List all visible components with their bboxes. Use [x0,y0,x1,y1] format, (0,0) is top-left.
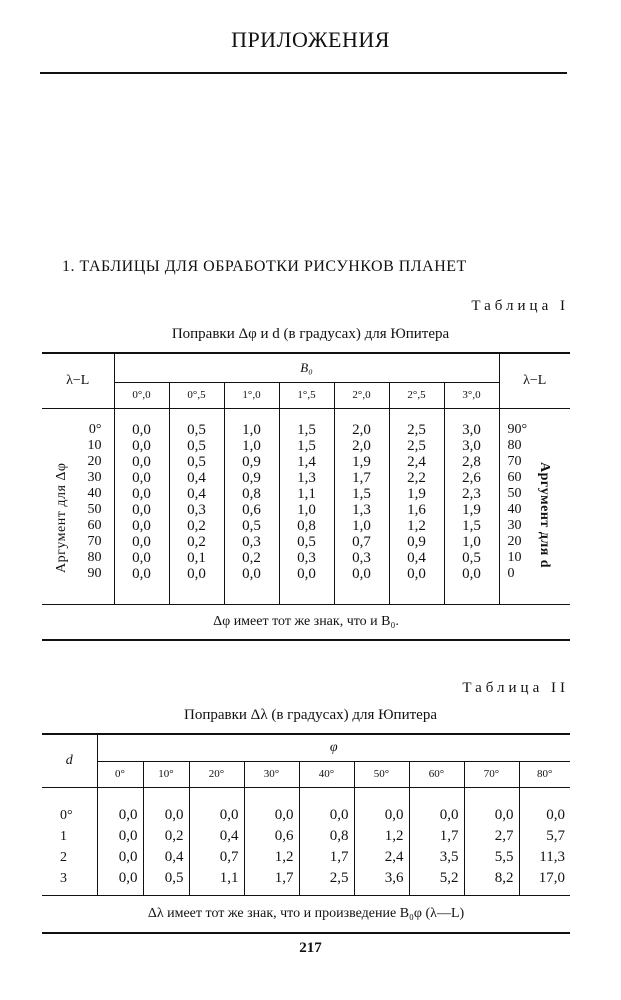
table2-cell: 1,2 [354,826,409,847]
table2-cell: 2,4 [354,847,409,868]
table1-cell: 0,7 [334,534,389,550]
table2-row [42,847,570,868]
table1-row [42,566,570,582]
table1-cell: 0,9 [224,454,279,470]
table1-cell: 0,0 [132,518,151,534]
table1-cell: 3,0 [444,422,499,438]
table2-cell: 0,0 [118,807,138,823]
table1-cell: 0,5 [444,550,499,566]
table1-cell: 0,3 [224,534,279,550]
table1-cell: 0,3 [279,550,334,566]
table2-cell: 0,0 [118,870,138,886]
table1-label: Таблица I [471,298,569,314]
table1-cell: 0,8 [224,486,279,502]
table2-arg: 3 [42,868,97,889]
table1-cell: 1,1 [279,486,334,502]
table2-row [42,805,570,826]
table2-column-header: 80° [519,761,570,787]
table1-cell: 0,2 [224,550,279,566]
table1-arg-right: 50 [499,486,570,502]
table1 [42,352,570,641]
page-header: ПРИЛОЖЕНИЯ [231,27,390,52]
table2-cell: 1,7 [409,826,464,847]
table2-cell: 11,3 [519,847,570,868]
table1-cell: 0,8 [279,518,334,534]
table2-cell: 1,2 [244,847,299,868]
table1-row [42,486,570,502]
table1-column-header: 1°,5 [279,382,334,408]
table1-cell: 0,4 [169,486,224,502]
table1-arg-left: 60 [42,518,114,534]
table1-cell: 0,0 [132,422,151,438]
table2-title: Поправки Δλ (в градусах) для Юпитера [184,707,437,723]
section-title: 1. ТАБЛИЦЫ ДЛЯ ОБРАБОТКИ РИСУНКОВ ПЛАНЕТ [62,258,467,275]
table1-cell: 1,2 [389,518,444,534]
table2-cell: 0,7 [189,847,244,868]
table1-arg-right: 70 [499,454,570,470]
table2-cell: 0,0 [464,805,519,826]
table1-arg-left: 0° [42,422,114,438]
table2-cell: 8,2 [464,868,519,889]
table1-cell: 2,6 [444,470,499,486]
table2-group-header: φ [97,734,570,761]
table2 [42,733,570,934]
table2-column-header: 20° [189,761,244,787]
table1-cell: 0,0 [132,454,151,470]
table2-column-header: 60° [409,761,464,787]
table1-arg-right: 40 [499,502,570,518]
table2-cell: 0,0 [118,849,138,865]
table1-cell: 0,0 [279,566,334,582]
table2-cell: 1,1 [189,868,244,889]
table1-cell: 2,2 [389,470,444,486]
table1-right-axis-label: Аргумент для d [537,461,552,569]
table2-cell: 5,2 [409,868,464,889]
table1-footnote: Δφ имеет тот же знак, что и B₀. [42,604,570,640]
table1-cell: 1,5 [444,518,499,534]
table1-cell: 0,0 [334,566,389,582]
table1-title: Поправки Δφ и d (в градусах) для Юпитера [171,326,450,342]
table2-cell: 3,6 [354,868,409,889]
table2-corner: d [42,734,97,787]
table2-column-header: 70° [464,761,519,787]
table1-cell: 1,9 [444,502,499,518]
table1-cell: 2,8 [444,454,499,470]
table1-column-header: 3°,0 [444,382,499,408]
table1-column-header: 2°,5 [389,382,444,408]
table1-cell: 2,0 [334,438,389,454]
table2-cell: 0,4 [143,847,189,868]
table2-footnote: Δλ имеет тот же знак, что и произведение B₀φ (λ—L) [42,895,570,933]
table1-cell: 0,0 [132,438,151,454]
table1-cell: 1,0 [224,422,279,438]
table2-column-header: 10° [143,761,189,787]
table1-arg-right: 60 [499,470,570,486]
table1-cell: 1,7 [334,470,389,486]
table2-cell: 0,6 [244,826,299,847]
table1-cell: 0,0 [132,486,151,502]
table1-cell: 0,0 [132,550,151,566]
table1-cell: 0,2 [169,534,224,550]
table1-arg-right: 80 [499,438,570,454]
table1-cell: 0,5 [279,534,334,550]
table1-arg-right: 0 [499,566,570,582]
table2-cell: 2,5 [299,868,354,889]
table1-cell: 0,0 [132,534,151,550]
table1-cell: 1,0 [444,534,499,550]
table1-cell: 0,1 [169,550,224,566]
table1-corner-left: λ−L [42,353,114,408]
table1-arg-right: 90° [499,422,570,438]
table1-cell: 2,3 [444,486,499,502]
table1-arg-left: 50 [42,502,114,518]
table1-cell: 2,0 [334,422,389,438]
table1-cell: 0,0 [169,566,224,582]
table1-arg-left: 20 [42,454,114,470]
table1-corner-right: λ−L [499,353,570,408]
table1-cell: 1,4 [279,454,334,470]
table2-cell: 3,5 [409,847,464,868]
table1-cell: 1,0 [224,438,279,454]
table1-cell: 1,0 [279,502,334,518]
table2-column-header: 40° [299,761,354,787]
table1-row [42,550,570,566]
table2-cell: 0,0 [299,805,354,826]
table1-row [42,438,570,454]
table1-arg-left: 80 [42,550,114,566]
table1-cell: 0,5 [169,454,224,470]
table1-cell: 1,6 [389,502,444,518]
table1-cell: 1,3 [279,470,334,486]
table1-column-header: 1°,0 [224,382,279,408]
table1-cell: 0,0 [444,566,499,582]
table1-arg-left: 30 [42,470,114,486]
table1-arg-left: 90 [42,566,114,582]
table1-arg-right: 10 [499,550,570,566]
table2-cell: 17,0 [519,868,570,889]
table2-cell: 5,7 [519,826,570,847]
table1-cell: 2,4 [389,454,444,470]
table1-group-header: B₀ [114,353,499,382]
table1-column-header: 0°,0 [114,382,169,408]
table1-cell: 0,0 [132,502,151,518]
table1-cell: 0,3 [334,550,389,566]
table1-row [42,518,570,534]
table1-cell: 0,5 [224,518,279,534]
table2-cell: 1,7 [244,868,299,889]
table1-cell: 1,9 [389,486,444,502]
table2-cell: 0,2 [143,826,189,847]
table1-cell: 1,5 [279,438,334,454]
table1-arg-left: 40 [42,486,114,502]
table1-cell: 1,9 [334,454,389,470]
table2-row [42,868,570,889]
table2-label: Таблица II [462,680,569,696]
table1-column-header: 0°,5 [169,382,224,408]
table1-cell: 0,2 [169,518,224,534]
table2-cell: 0,5 [143,868,189,889]
table1-cell: 0,9 [389,534,444,550]
table1-cell: 0,3 [169,502,224,518]
table1-cell: 2,5 [389,422,444,438]
table1-column-header: 2°,0 [334,382,389,408]
table2-cell: 0,0 [519,805,570,826]
table2-cell: 0,0 [244,805,299,826]
table2-cell: 0,0 [118,828,138,844]
table1-cell: 1,5 [334,486,389,502]
page-number: 217 [299,940,322,956]
table2-column-header: 0° [97,761,143,787]
table1-row [42,534,570,550]
table2-cell: 0,0 [409,805,464,826]
table1-cell: 1,5 [279,422,334,438]
table1-row [42,422,570,438]
table2-cell: 0,8 [299,826,354,847]
table1-cell: 0,9 [224,470,279,486]
table1-cell: 0,0 [224,566,279,582]
table2-cell: 1,7 [299,847,354,868]
table1-arg-right: 30 [499,518,570,534]
table1-cell: 2,5 [389,438,444,454]
table1-row [42,470,570,486]
table1-cell: 0,5 [169,438,224,454]
header-rule [40,72,567,74]
table2-arg: 2 [42,847,97,868]
table1-arg-right: 20 [499,534,570,550]
table1-cell: 0,6 [224,502,279,518]
table2-cell: 0,0 [189,805,244,826]
table1-cell: 3,0 [444,438,499,454]
table2-arg: 1 [42,826,97,847]
table2-cell: 0,0 [354,805,409,826]
table2-row [42,826,570,847]
table2-cell: 5,5 [464,847,519,868]
table1-cell: 1,3 [334,502,389,518]
table1-cell: 0,0 [132,566,151,582]
table2-cell: 0,0 [143,805,189,826]
table1-cell: 0,5 [169,422,224,438]
table2-arg: 0° [42,805,97,826]
table1-cell: 1,0 [334,518,389,534]
table2-cell: 0,4 [189,826,244,847]
table1-left-axis-label: Аргумент для Δφ [54,462,69,574]
table1-cell: 0,4 [389,550,444,566]
table1-cell: 0,0 [389,566,444,582]
table1-cell: 0,4 [169,470,224,486]
table2-cell: 2,7 [464,826,519,847]
table1-arg-left: 70 [42,534,114,550]
table1-cell: 0,0 [132,470,151,486]
table2-column-header: 50° [354,761,409,787]
table1-arg-left: 10 [42,438,114,454]
table2-column-header: 30° [244,761,299,787]
table1-row [42,502,570,518]
table1-row [42,454,570,470]
